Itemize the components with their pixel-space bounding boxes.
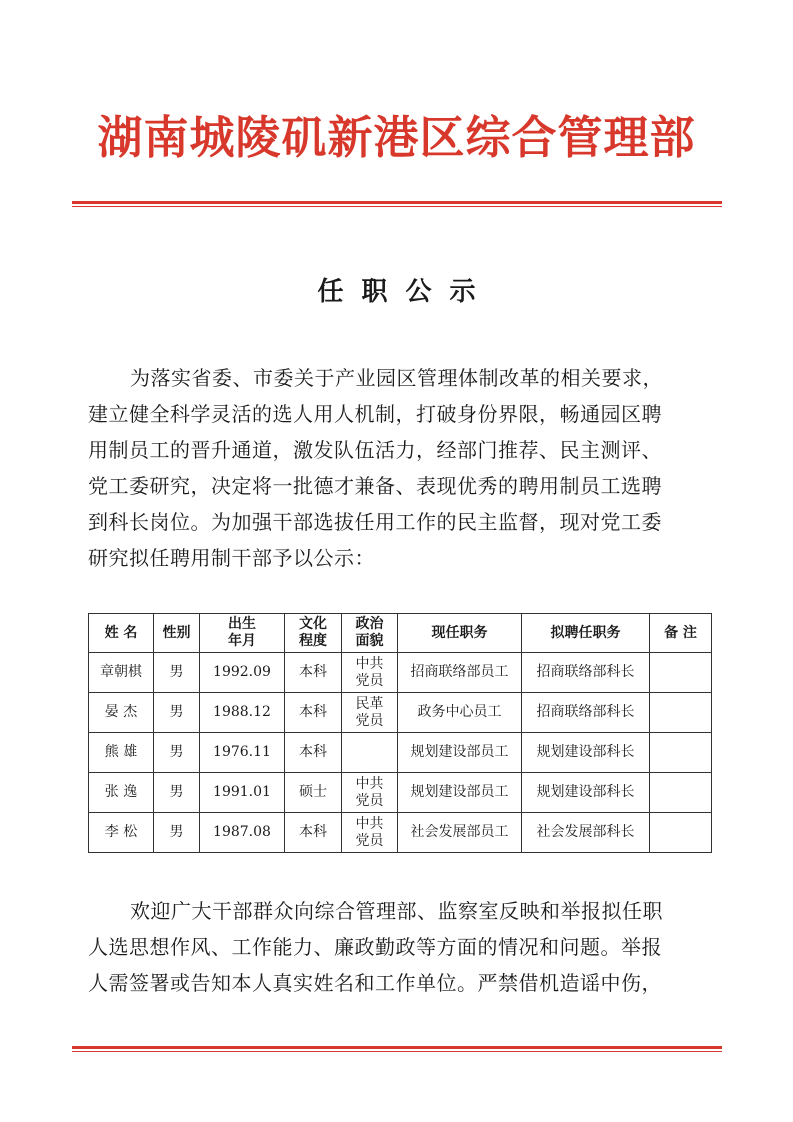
cell-note (650, 653, 712, 693)
column-header-birth (200, 614, 285, 653)
cell-proposed-post: 规划建设部科长 (522, 773, 650, 813)
column-header-name (89, 614, 154, 653)
intro-line: 到科长岗位。为加强干部选拔任用工作的民主监督，现对党工委 (88, 510, 662, 534)
intro-line: 研究拟任聘用制干部予以公示： (88, 546, 375, 570)
cell-politics: 中共 党员 (342, 813, 398, 853)
cell-education: 本科 (285, 693, 342, 733)
masthead-title: 湖南城陵矶新港区综合管理部 (97, 111, 696, 164)
column-header-politics (342, 614, 398, 653)
column-header-current (398, 614, 522, 653)
intro-line: 为落实省委、市委关于产业园区管理体制改革的相关要求， (130, 366, 663, 390)
cell-name: 章朝棋 (89, 653, 154, 693)
table-header-row (89, 614, 712, 653)
cell-note (650, 693, 712, 733)
closing-paragraph (88, 893, 710, 1001)
closing-line: 人需签署或告知本人真实姓名和工作单位。严禁借机造谣中伤， (88, 971, 662, 995)
cell-gender: 男 (154, 733, 200, 773)
cell-current-post: 社会发展部员工 (398, 813, 522, 853)
cell-current-post: 政务中心员工 (398, 693, 522, 733)
column-header-text: 文化 (299, 616, 327, 632)
cell-note (650, 773, 712, 813)
table-row (89, 773, 712, 813)
cell-name: 熊 雄 (89, 733, 154, 773)
cell-politics: 民革 党员 (342, 693, 398, 733)
header-divider (72, 201, 722, 207)
table-row (89, 653, 712, 693)
cell-note (650, 733, 712, 773)
appointee-table (88, 613, 712, 853)
cell-name: 张 逸 (89, 773, 154, 813)
cell-education: 硕士 (285, 773, 342, 813)
column-header-text: 年月 (228, 633, 256, 649)
intro-line: 用制员工的晋升通道，激发队伍活力，经部门推荐、民主测评、 (88, 438, 662, 462)
document-title: 任职公示 (317, 277, 494, 307)
intro-line: 党工委研究，决定将一批德才兼备、表现优秀的聘用制员工选聘 (88, 474, 662, 498)
column-header-text: 性别 (162, 624, 191, 641)
column-header-gender (154, 614, 200, 653)
cell-politics: 中共 党员 (342, 653, 398, 693)
column-header-text: 政治 (355, 616, 384, 632)
cell-note (650, 813, 712, 853)
cell-gender: 男 (154, 773, 200, 813)
column-header-text: 备 注 (664, 624, 697, 641)
cell-current-post: 规划建设部员工 (398, 733, 522, 773)
intro-paragraph (88, 360, 710, 576)
cell-current-post: 规划建设部员工 (398, 773, 522, 813)
cell-education: 本科 (285, 733, 342, 773)
cell-birth: 1992.09 (200, 653, 285, 693)
intro-line: 建立健全科学灵活的选人用人机制，打破身份界限，畅通园区聘 (88, 402, 662, 426)
closing-line: 欢迎广大干部群众向综合管理部、监察室反映和举报拟任职 (130, 899, 663, 923)
footer-divider (72, 1046, 722, 1052)
table-body (89, 653, 712, 853)
cell-proposed-post: 社会发展部科长 (522, 813, 650, 853)
column-header-note (650, 614, 712, 653)
column-header-text: 程度 (299, 633, 327, 649)
cell-politics (342, 733, 398, 773)
table-row (89, 733, 712, 773)
column-header-text: 面貌 (355, 633, 384, 649)
cell-birth: 1991.01 (200, 773, 285, 813)
column-header-text: 姓 名 (104, 624, 138, 641)
column-header-text: 出生 (228, 616, 256, 632)
cell-name: 晏 杰 (89, 693, 154, 733)
cell-birth: 1987.08 (200, 813, 285, 853)
cell-gender: 男 (154, 653, 200, 693)
cell-current-post: 招商联络部员工 (398, 653, 522, 693)
column-header-proposed (522, 614, 650, 653)
cell-gender: 男 (154, 693, 200, 733)
cell-name: 李 松 (89, 813, 154, 853)
table-row (89, 693, 712, 733)
cell-proposed-post: 规划建设部科长 (522, 733, 650, 773)
cell-politics: 中共 党员 (342, 773, 398, 813)
cell-birth: 1976.11 (200, 733, 285, 773)
table-row (89, 813, 712, 853)
column-header-text: 拟聘任职务 (550, 624, 621, 641)
cell-proposed-post: 招商联络部科长 (522, 653, 650, 693)
cell-gender: 男 (154, 813, 200, 853)
column-header-text: 现任职务 (431, 624, 488, 641)
cell-proposed-post: 招商联络部科长 (522, 693, 650, 733)
closing-line: 人选思想作风、工作能力、廉政勤政等方面的情况和问题。举报 (88, 935, 662, 959)
cell-education: 本科 (285, 813, 342, 853)
column-header-edu (285, 614, 342, 653)
cell-birth: 1988.12 (200, 693, 285, 733)
cell-education: 本科 (285, 653, 342, 693)
